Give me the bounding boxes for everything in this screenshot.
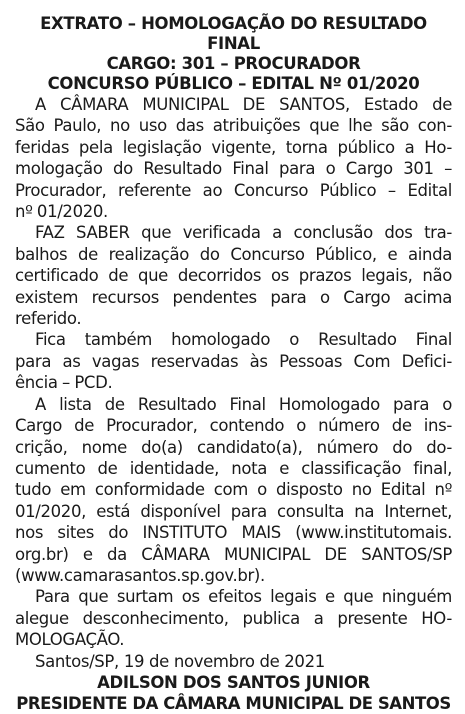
paragraph-1-line: Procurador, referente ao Concurso Público – Edital — [15, 180, 452, 200]
title-line-3: CARGO: 301 – PROCURADOR — [106, 54, 361, 73]
paragraph-3-line: para as vagas reservadas às Pessoas Com Defici- — [15, 351, 452, 371]
paragraph-5-line: alegue desconhecimento, publica a presente HO- — [15, 608, 452, 628]
paragraph-1-line: A CÂMARA MUNICIPAL DE SANTOS, Estado de — [35, 95, 452, 114]
signatory-role: PRESIDENTE DA CÂMARA MUNICIPAL DE SANTOS — [16, 693, 451, 713]
paragraph-2-line: certificado de que decorridos os prazos legais, não — [15, 266, 452, 286]
paragraph-1-line: feridas pela legislação vigente, torna público a Ho- — [15, 137, 452, 157]
paragraph-4-line: (www.camarasantos.sp.gov.br). — [15, 565, 265, 585]
paragraph-2-line: referido. — [15, 309, 82, 329]
paragraph-4-line: tudo em conformidade com o disposto no Edital nº — [15, 480, 452, 500]
paragraph-4-line: crição, nome do(a) candidato(a), número do do- — [15, 437, 452, 457]
paragraph-5-line: Para que surtam os efeitos legais e que ninguém — [35, 587, 452, 607]
paragraph-4 — [15, 394, 452, 587]
paragraph-1 — [15, 94, 452, 222]
paragraph-1-line: nº 01/2020. — [15, 202, 108, 222]
paragraph-5 — [15, 586, 452, 650]
paragraph-2-line: FAZ SABER que verificada a conclusão dos tra- — [35, 223, 452, 243]
signatory-name: ADILSON DOS SANTOS JUNIOR — [97, 672, 370, 692]
title-line-4: CONCURSO PÚBLICO – EDITAL Nº 01/2020 — [47, 74, 420, 93]
signature-block — [15, 672, 452, 714]
paragraph-4-line: org.br) e da CÂMARA MUNICIPAL DE SANTOS/SP — [15, 544, 452, 564]
document-title — [15, 14, 452, 94]
paragraph-3-line: Fica também homologado o Resultado Final — [35, 330, 452, 350]
title-line-1: EXTRATO – HOMOLOGAÇÃO DO RESULTADO — [40, 14, 427, 33]
extract-document — [15, 0, 452, 714]
paragraph-2 — [15, 222, 452, 329]
title-line-2: FINAL — [207, 34, 260, 53]
document-body — [15, 94, 452, 651]
paragraph-2-line: existem recursos pendentes para o Cargo acima — [15, 287, 452, 307]
paragraph-1-line: mologação do Resultado Final para o Cargo 301 – — [15, 159, 452, 179]
paragraph-5-line: MOLOGAÇÃO. — [15, 630, 125, 650]
paragraph-3-line: ência – PCD. — [15, 373, 113, 393]
paragraph-4-line: Cargo de Procurador, contendo o número de ins- — [15, 416, 452, 436]
paragraph-1-line: São Paulo, no uso das atribuições que lhe são con- — [15, 116, 452, 136]
paragraph-4-line: 01/2020, está disponível para consulta na Internet, — [15, 501, 452, 521]
paragraph-4-line: A lista de Resultado Final Homologado para o — [35, 394, 452, 414]
paragraph-2-line: balhos de realização do Concurso Público, e ainda — [15, 244, 452, 264]
paragraph-4-line: nos sites do INSTITUTO MAIS (www.institutomais. — [15, 523, 452, 543]
dateline: Santos/SP, 19 de novembro de 2021 — [35, 651, 325, 671]
paragraph-4-line: cumento de identidade, nota e classificação final, — [15, 458, 452, 478]
paragraph-3 — [15, 329, 452, 393]
